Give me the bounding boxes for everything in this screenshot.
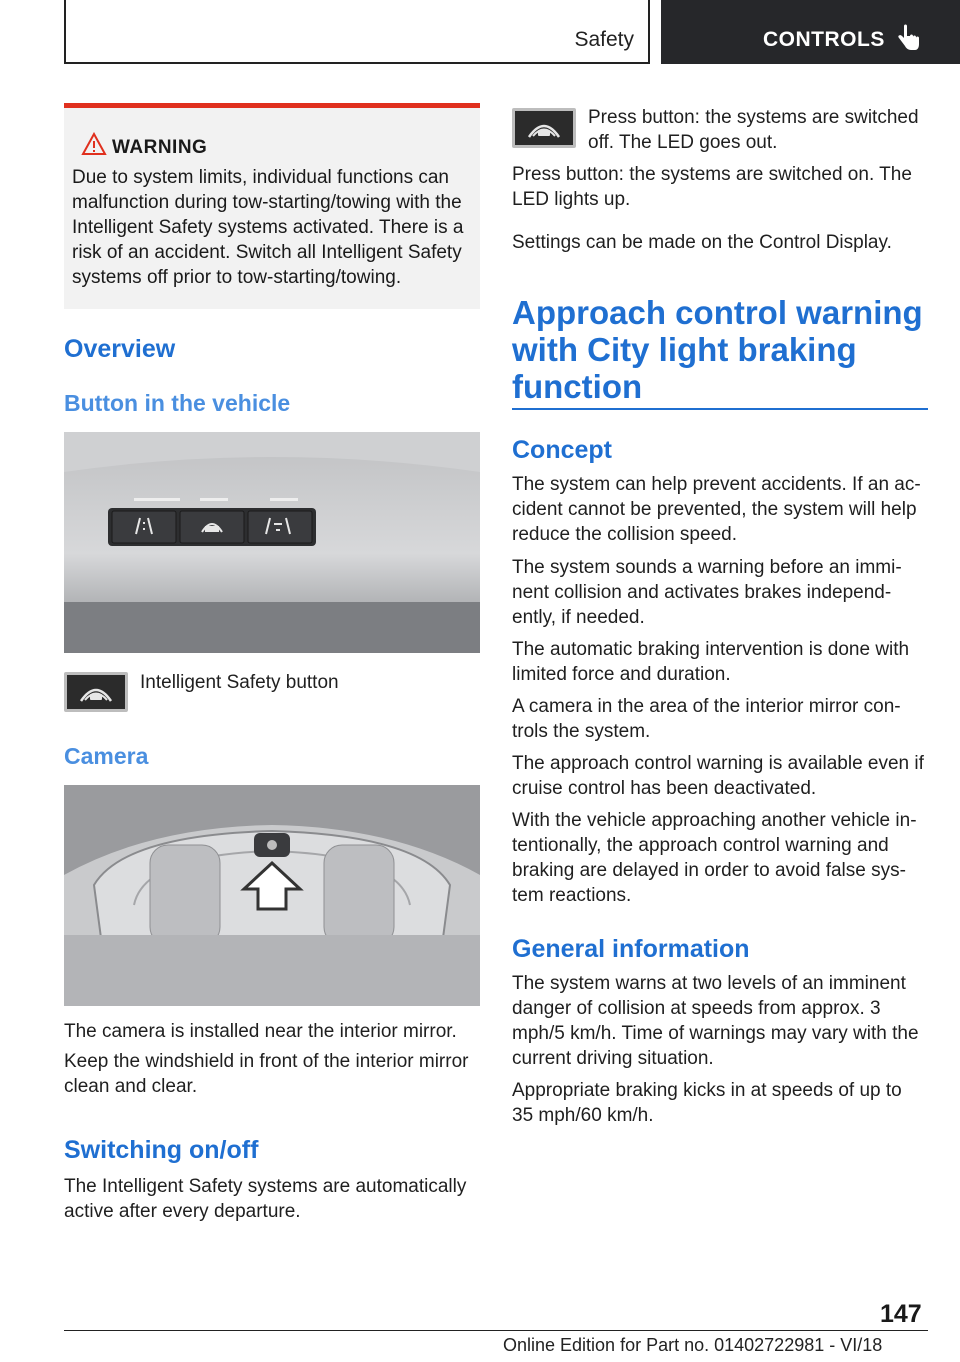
button-caption: Intelligent Safety button [140, 672, 339, 693]
concept-paragraph-4: A camera in the area of the interior mirror controls the system. [512, 696, 901, 742]
concept-paragraph-5: The approach control warning is available even if cruise control has been deactivated. [512, 753, 924, 799]
concept-paragraph-2: The system sounds a warning before an imminent collision and activates brakes independently, if needed. [512, 557, 902, 628]
press-on-text: Press button: the systems are switched on. The LED lights up. [512, 164, 912, 210]
general-paragraph-1: The system warns at two levels of an imminent danger of collision at speeds from approx. 3 mph/5 km/h. Time of warnings may vary with the current driving situation. [512, 973, 919, 1069]
switching-heading: Switching on/off [64, 1136, 259, 1164]
footer-rule [64, 1330, 928, 1331]
camera-paragraph-2: Keep the windshield in front of the interior mirror clean and clear. [64, 1051, 469, 1097]
main-heading [512, 294, 928, 405]
concept-paragraph-1: The system can help prevent accidents. If an accident cannot be prevented, the system will help reduce the collision speed. [512, 474, 921, 545]
warning-title: WARNING [112, 137, 208, 158]
concept-heading: Concept [512, 436, 612, 464]
switching-paragraph: The Intelligent Safety systems are automatically active after every departure. [64, 1176, 467, 1222]
press-off-text: Press button: the systems are switched off. The LED goes out. [588, 107, 919, 153]
intelligent-safety-icon [512, 108, 576, 148]
camera-paragraph-1: The camera is installed near the interior mirror. [64, 1021, 457, 1042]
general-paragraph-2: Appropriate braking kicks in at speeds of up to 35 mph/60 km/h. [512, 1080, 902, 1126]
main-heading-rule [512, 408, 928, 410]
main-heading-line-1: Approach control warning [512, 294, 923, 331]
settings-text: Settings can be made on the Control Display. [512, 232, 892, 253]
header-chapter-box [661, 0, 960, 64]
header-section-box [64, 0, 650, 64]
camera-photo [64, 785, 480, 1006]
page-number: 147 [880, 1300, 922, 1328]
intelligent-safety-icon [64, 672, 128, 712]
concept-paragraph-6: With the vehicle approaching another vehicle intentionally, the approach control warning and braking are delayed in order to avoid false system reactions. [512, 810, 917, 906]
pointing-hand-icon [895, 24, 921, 54]
concept-paragraph-3: The automatic braking intervention is done with limited force and duration. [512, 639, 910, 685]
main-heading-line-2: with City light braking [512, 331, 857, 368]
warning-triangle-icon [81, 132, 107, 156]
camera-heading: Camera [64, 743, 149, 769]
general-information-heading: General information [512, 935, 750, 963]
overview-heading: Overview [64, 335, 176, 363]
edition-text: Online Edition for Part no. 01402722981 - VI/18 [503, 1335, 883, 1355]
warning-text: Due to system limits, individual functions can malfunction during tow-starting/towing with the Intelligent Safety systems activated. There is a risk of an accident. Switch all Intelligent Safety systems off prior to tow-starting/towing. [72, 167, 464, 288]
header-chapter-title: CONTROLS [763, 28, 885, 51]
warning-box [64, 103, 480, 309]
main-heading-line-3: function [512, 368, 643, 405]
button-in-vehicle-heading: Button in the vehicle [64, 390, 291, 416]
header-section-title: Safety [574, 28, 634, 51]
button-panel-photo [64, 432, 480, 653]
